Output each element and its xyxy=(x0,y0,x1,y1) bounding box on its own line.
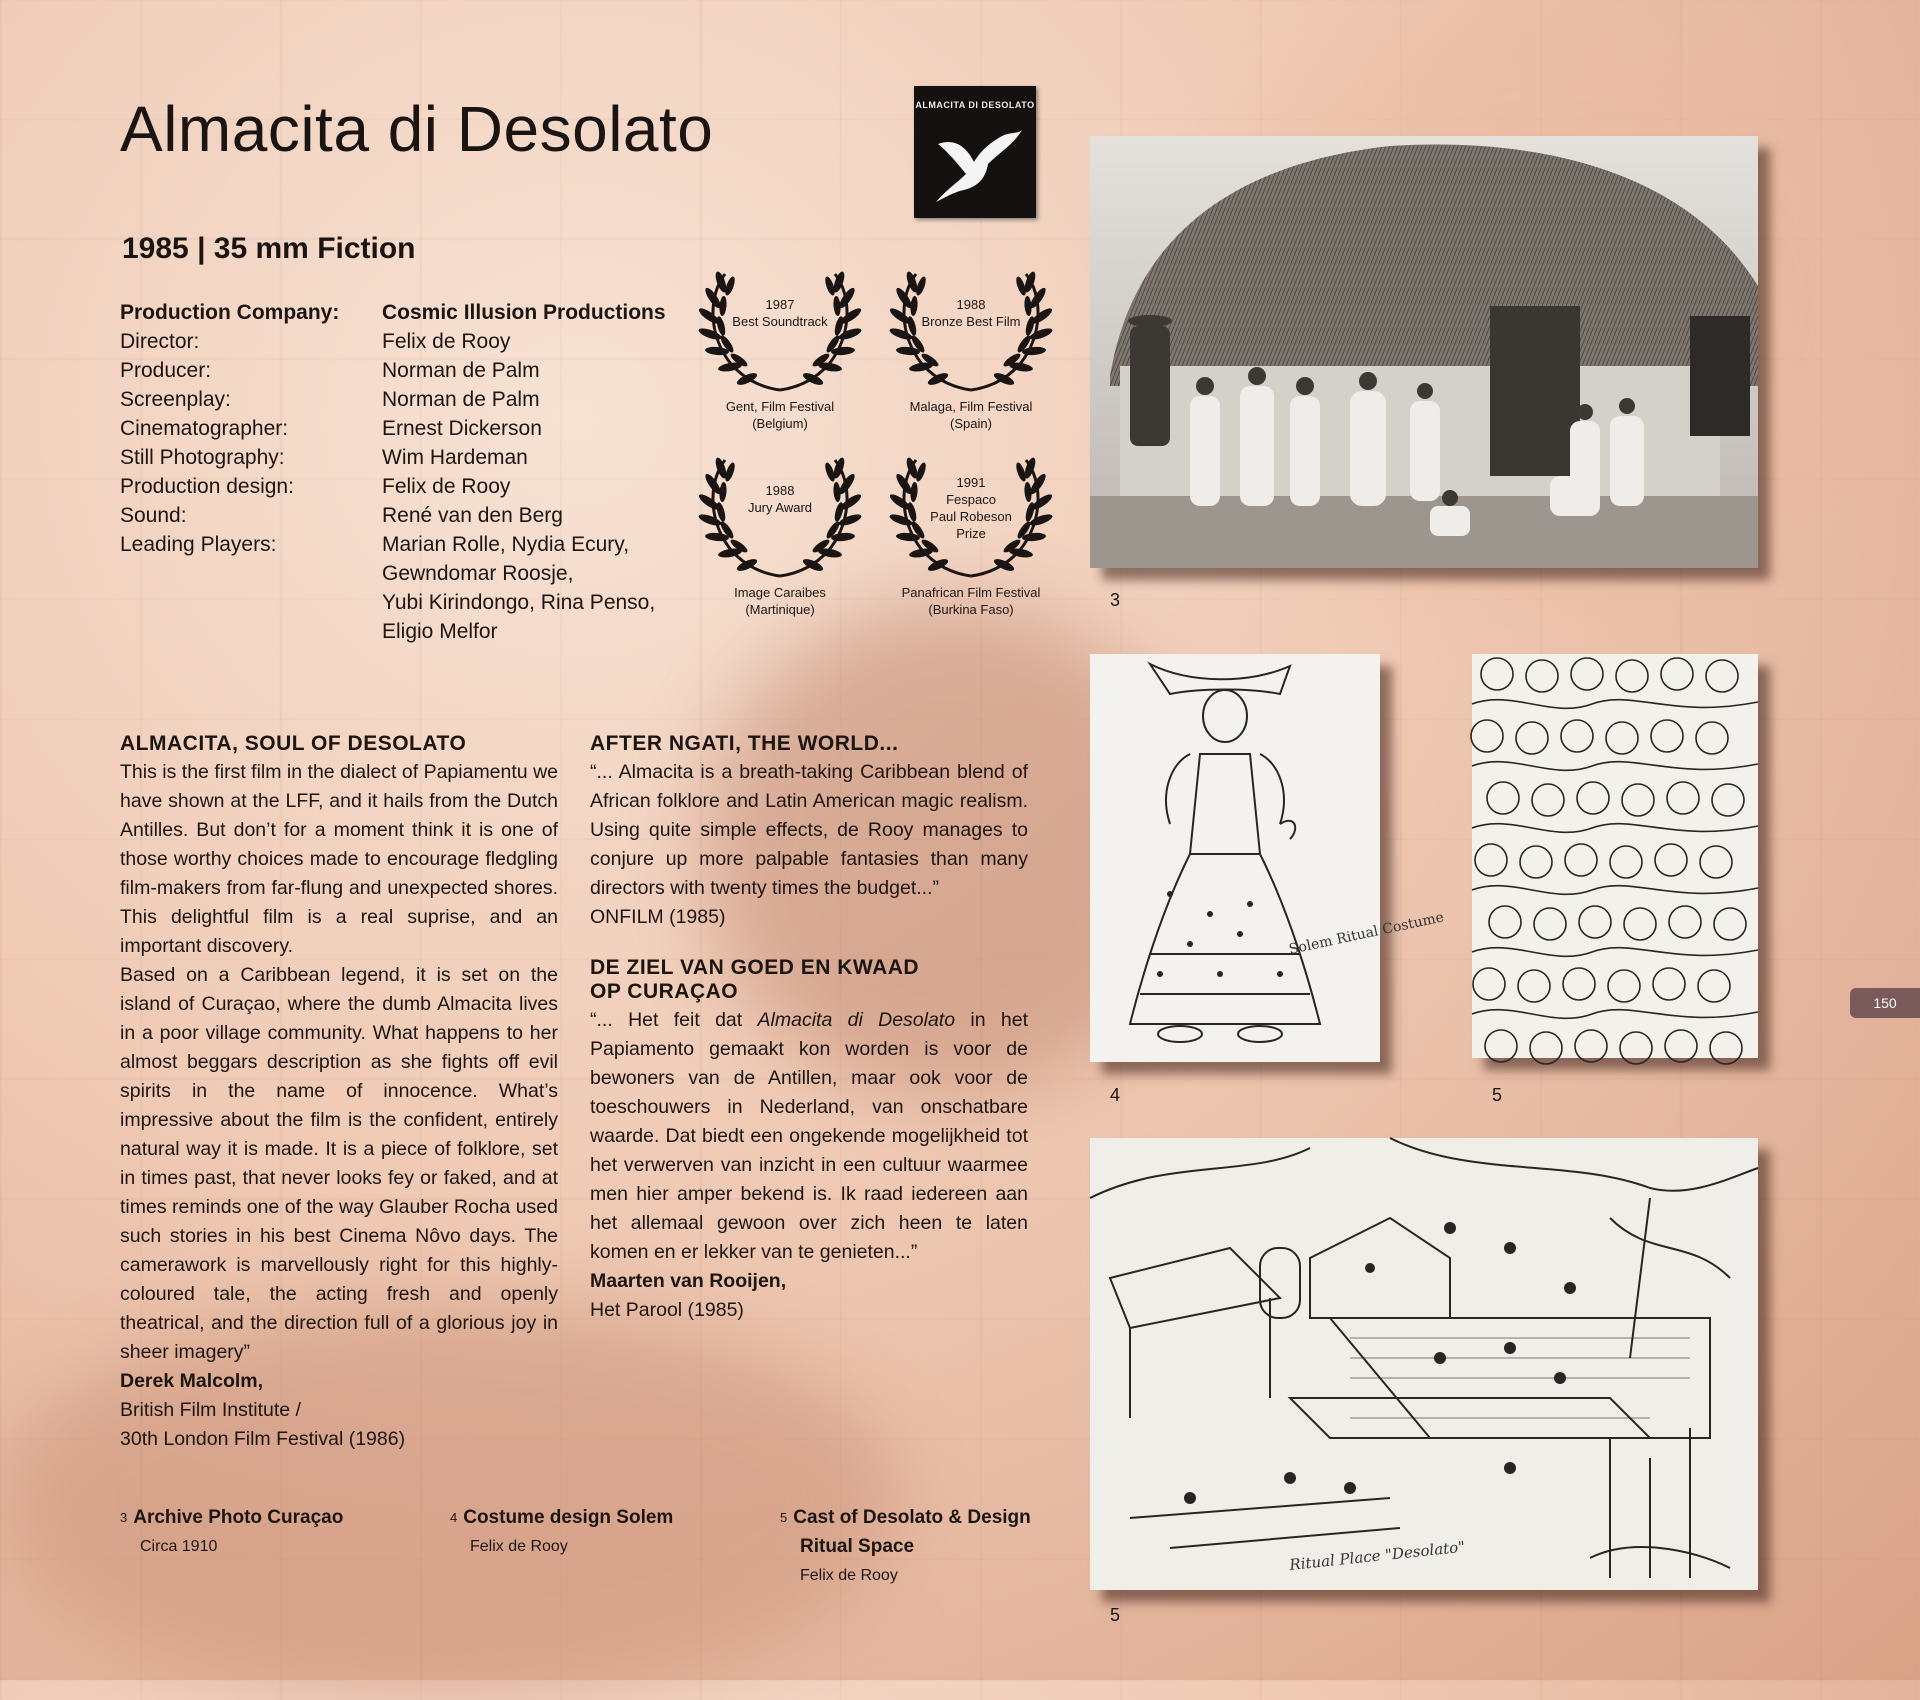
review-column-1 xyxy=(120,732,558,1454)
figure-number: 4 xyxy=(1110,1085,1121,1105)
award-name-line3: Prize xyxy=(956,526,986,541)
award-laurel xyxy=(695,264,865,432)
cast-drawing xyxy=(1472,654,1758,1058)
award-title xyxy=(886,296,1056,330)
credit-row xyxy=(120,327,682,356)
laurel-icon xyxy=(695,450,865,582)
caption-number: 3 xyxy=(120,1510,128,1525)
caption-title-line2: Ritual Space xyxy=(800,1536,915,1557)
credit-role: Still Photography: xyxy=(120,446,285,469)
credit-value: René van den Berg xyxy=(382,504,563,527)
award-name-line2: Paul Robeson xyxy=(930,509,1012,524)
award-location: Image Caraibes xyxy=(734,585,826,600)
credit-value: Norman de Palm xyxy=(382,359,540,382)
ritual-space-drawing xyxy=(1090,1138,1758,1590)
credit-row xyxy=(120,617,682,646)
figure-number: 5 xyxy=(1492,1085,1503,1105)
credits-list xyxy=(120,298,682,646)
credit-row xyxy=(120,356,682,385)
credit-value: Wim Hardeman xyxy=(382,446,528,469)
credit-value: Cosmic Illusion Productions xyxy=(382,301,666,324)
award-name: Jury Award xyxy=(747,500,813,515)
award-name: Bronze Best Film xyxy=(921,314,1021,329)
credit-role xyxy=(120,617,382,646)
credit-role: Producer: xyxy=(120,359,212,382)
section-heading: AFTER NGATI, THE WORLD... xyxy=(590,732,899,755)
award-title xyxy=(886,474,1056,542)
section-heading xyxy=(590,956,1028,1004)
laurel-icon xyxy=(695,264,865,396)
poster-credits xyxy=(920,126,1030,156)
review-source: Het Parool (1985) xyxy=(590,1299,744,1321)
credit-role: Screenplay: xyxy=(120,388,231,411)
review-author: Derek Malcolm, xyxy=(120,1370,264,1392)
caption xyxy=(450,1503,770,1561)
credit-value: Marian Rolle, Nydia Ecury, xyxy=(382,533,630,556)
credit-value: Yubi Kirindongo, Rina Penso, xyxy=(382,591,656,614)
award-location: Malaga, Film Festival xyxy=(909,399,1033,414)
caption-number: 4 xyxy=(450,1510,458,1525)
credit-role xyxy=(120,588,382,617)
section-heading-line: DE ZIEL VAN GOED EN KWAAD xyxy=(590,956,920,979)
award-title xyxy=(695,296,865,330)
award-country: (Belgium) xyxy=(752,416,808,431)
credit-row xyxy=(120,530,682,559)
review-source: ONFILM (1985) xyxy=(590,906,726,928)
award-laurel xyxy=(886,264,1056,432)
award-location: Gent, Film Festival xyxy=(725,399,835,414)
review-source: British Film Institute / xyxy=(120,1399,301,1421)
caption-title: Cast of Desolato & Design xyxy=(793,1507,1031,1528)
credit-value: Norman de Palm xyxy=(382,388,540,411)
poster-title: ALMACITA DI DESOLATO xyxy=(915,100,1035,110)
caption-title: Costume design Solem xyxy=(463,1507,674,1528)
award-country: (Spain) xyxy=(950,416,992,431)
cast-drawing-image xyxy=(1472,654,1758,1058)
sketch-note: Solem Ritual Costume xyxy=(1287,909,1446,958)
credit-role: Director: xyxy=(120,330,200,353)
award-laurel xyxy=(886,450,1056,618)
ritual-space-drawing-image xyxy=(1090,1138,1758,1590)
caption-number: 5 xyxy=(780,1510,788,1525)
costume-sketch xyxy=(1090,654,1446,1062)
sketch-note: Ritual Place "Desolato" xyxy=(1288,1537,1466,1574)
review-paragraph: This is the first film in the dialect of Papiamentu we have shown at the LFF, and it hails from the Dutch Antilles. But don’t for a moment think it is one of those worthy choices made to encourage fledgling film-makers from far-flung and unexpected shores. This delightful film is a real suprise, and an important discovery. xyxy=(120,761,558,957)
credit-role: Cinematographer: xyxy=(120,417,289,440)
caption xyxy=(780,1503,1080,1590)
figure-number: 5 xyxy=(1110,1605,1121,1625)
review-source: 30th London Film Festival (1986) xyxy=(120,1428,406,1450)
credit-value: Gewndomar Roosje, xyxy=(382,562,574,585)
award-location: Panafrican Film Festival xyxy=(901,585,1041,600)
page-number-tab: 150 xyxy=(1850,988,1920,1018)
caption xyxy=(120,1503,440,1561)
credit-role: Production design: xyxy=(120,475,294,498)
laurel-icon xyxy=(886,264,1056,396)
award-country: (Martinique) xyxy=(745,602,815,617)
credit-row xyxy=(120,501,682,530)
credit-role: Leading Players: xyxy=(120,533,277,556)
film-title-italic: Almacita di Desolato xyxy=(757,1009,956,1031)
quote-text: “... Het feit dat xyxy=(590,1009,758,1031)
credit-row xyxy=(120,414,682,443)
credit-role xyxy=(120,559,382,588)
review-column-2 xyxy=(590,732,1028,1325)
credit-value: Felix de Rooy xyxy=(382,475,511,498)
credit-role: Production Company: xyxy=(120,301,340,324)
credit-row xyxy=(120,385,682,414)
award-laurel xyxy=(695,450,865,618)
credit-value: Eligio Melfor xyxy=(382,620,498,643)
quote-text: in het Papiamento gemaakt kon worden is voor de bewoners van de Antillen, maar ook voor de toeschouwers in Nederland, van onschatbare waarde. Dat biedt een ongekende mogelijkheid tot het verwerven van inzicht in een cultuur waarmee men hier amper bekend is. Ik raad iedereen aan het allemaal gewoon over zich heen te laten komen en er lekker van te genieten...” xyxy=(590,1009,1029,1263)
award-year: 1991 xyxy=(956,475,986,490)
credit-role: Sound: xyxy=(120,504,187,527)
credit-row xyxy=(120,443,682,472)
page-title: Almacita di Desolato xyxy=(120,93,714,165)
credit-value: Felix de Rooy xyxy=(382,330,511,353)
award-name: Best Soundtrack xyxy=(732,314,828,329)
figure-number: 3 xyxy=(1110,590,1121,610)
award-country: (Burkina Faso) xyxy=(928,602,1014,617)
award-name: Fespaco xyxy=(946,492,996,507)
award-year: 1987 xyxy=(765,297,795,312)
credit-row xyxy=(120,298,682,327)
award-year: 1988 xyxy=(956,297,986,312)
award-year: 1988 xyxy=(765,483,795,498)
archive-photo xyxy=(1090,136,1758,568)
review-author: Maarten van Rooijen, xyxy=(590,1270,787,1292)
review-quote xyxy=(590,1006,1028,1267)
credit-row xyxy=(120,472,682,501)
credit-row xyxy=(120,559,682,588)
film-subtitle: 1985 | 35 mm Fiction xyxy=(122,232,416,265)
award-title xyxy=(695,482,865,516)
review-quote: “... Almacita is a breath-taking Caribbean blend of African folklore and Latin American magic realism. Using quite simple effects, de Rooy manages to conjure up more palpable fantasies than many directors with twenty times the budget...” xyxy=(590,761,1028,899)
section-heading-line: OP CURAÇAO xyxy=(590,980,739,1003)
caption-credit: Circa 1910 xyxy=(140,1538,218,1555)
caption-credit: Felix de Rooy xyxy=(470,1538,568,1555)
caption-title: Archive Photo Curaçao xyxy=(133,1507,344,1528)
archive-photo-image xyxy=(1090,136,1758,568)
credit-row xyxy=(120,588,682,617)
costume-sketch-image xyxy=(1090,654,1446,1062)
section-heading: ALMACITA, SOUL OF DESOLATO xyxy=(120,732,467,755)
caption-credit: Felix de Rooy xyxy=(800,1567,898,1584)
film-poster xyxy=(914,86,1036,218)
credit-value: Ernest Dickerson xyxy=(382,417,542,440)
review-paragraph: Based on a Caribbean legend, it is set on the island of Curaçao, where the dumb Almacita lives in a poor village community. What happens to her almost beggars description as she fights off evil spirits in the name of innocence. What’s impressive about the film is the confident, entirely natural way it is made. It is a piece of folklore, set in times past, that never looks fey or faked, and at times reminds one of the way Glauber Rocha used such stories in his best Cinema Nôvo days. The camerawork is marvellously right for this highly-coloured tale, the acting fresh and openly theatrical, and the direction full of a glorious joy in sheer imagery” xyxy=(120,964,558,1363)
